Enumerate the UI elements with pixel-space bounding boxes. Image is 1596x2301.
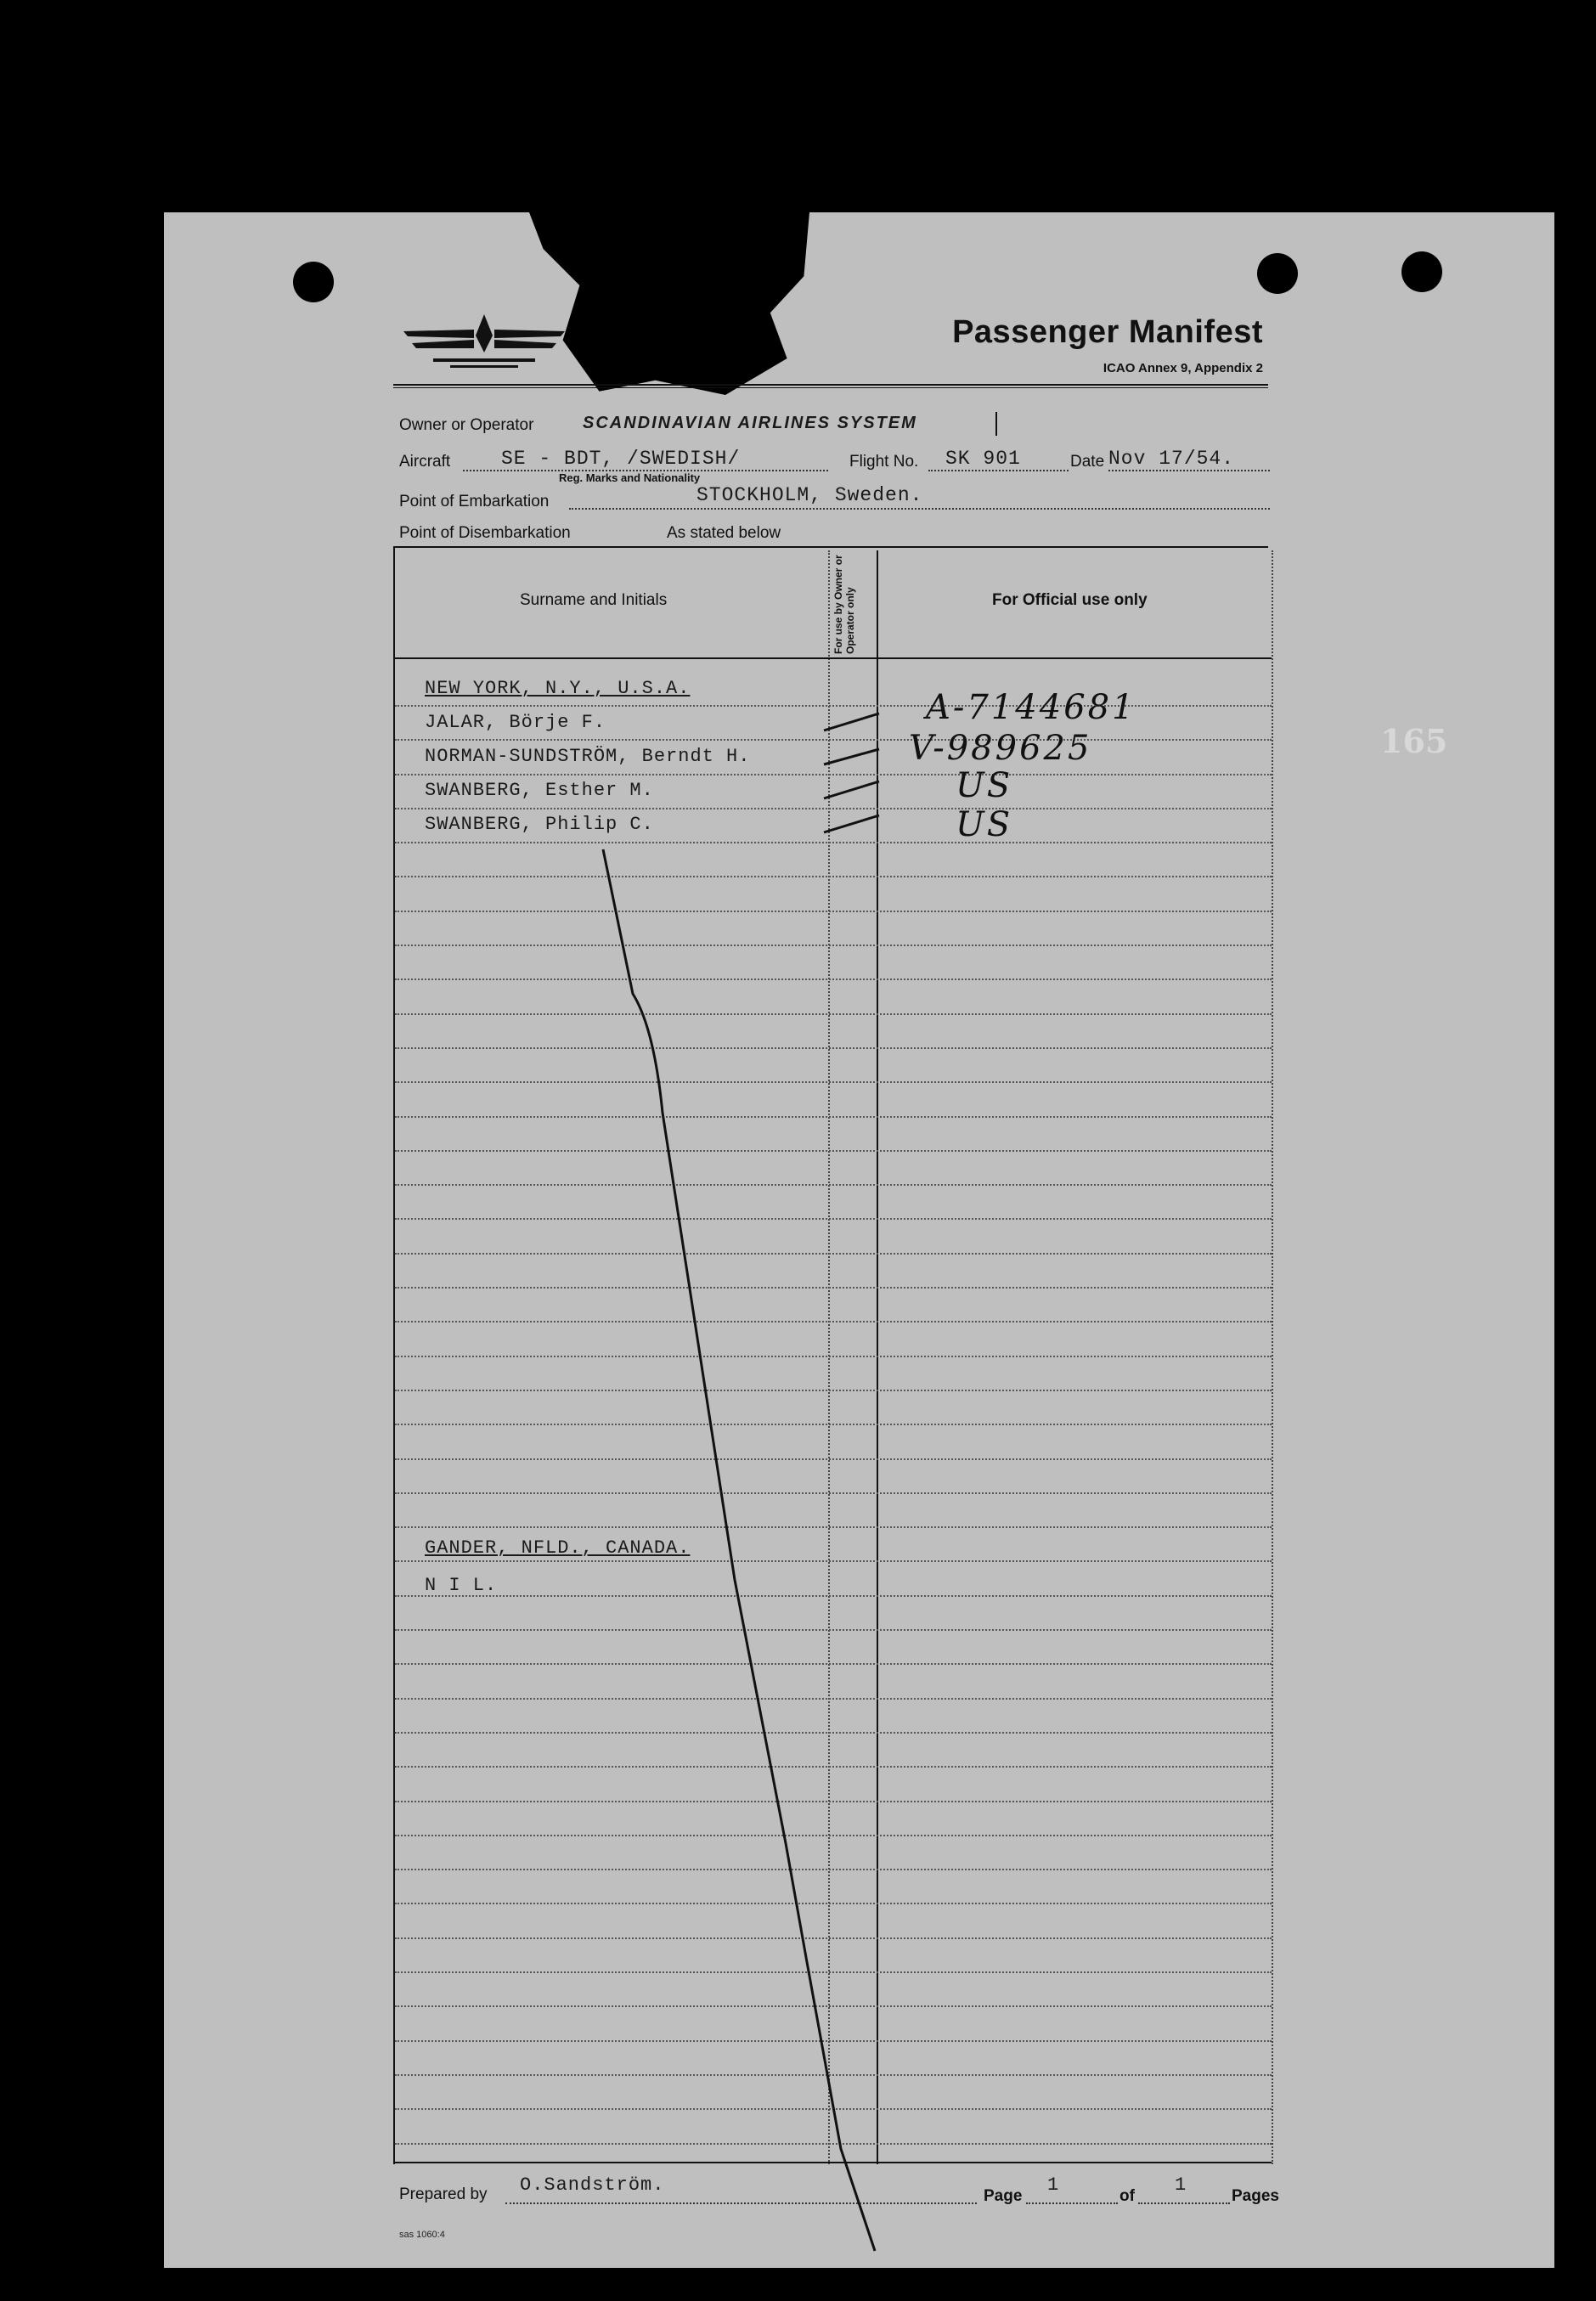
operator-column-header: For use by Owner or Operator only (832, 555, 856, 654)
embarkation-dotline (569, 508, 1270, 510)
passenger-row: JALAR, Börje F. (425, 712, 606, 733)
embarkation-label: Point of Embarkation (399, 493, 550, 510)
official-entry: A-7144681 (926, 688, 1136, 727)
prepared-by-label: Prepared by (399, 2185, 488, 2203)
aircraft-value: SE - BDT, /SWEDISH/ (501, 448, 741, 470)
table-right-border (1272, 550, 1273, 2164)
embarkation-value: STOCKHOLM, Sweden. (696, 484, 923, 506)
passenger-row: NORMAN-SUNDSTRÖM, Berndt H. (425, 746, 751, 767)
header-rule (393, 384, 1268, 386)
owner-tick-mark (995, 412, 997, 436)
surname-column-header: Surname and Initials (520, 591, 668, 609)
official-column-header: For Official use only (992, 591, 1148, 609)
passenger-row: SWANBERG, Philip C. (425, 814, 654, 835)
official-entry: US (956, 766, 1013, 805)
of-value: 1 (1175, 2174, 1187, 2196)
date-dotline (1108, 470, 1270, 471)
manifest-subtitle: ICAO Annex 9, Appendix 2 (1103, 361, 1263, 375)
date-value: Nov 17/54. (1108, 448, 1235, 470)
footer-top-rule (393, 2162, 1272, 2163)
page-label: Page (984, 2187, 1023, 2205)
of-dotline (1138, 2202, 1230, 2204)
disembarkation-value: As stated below (667, 524, 781, 542)
punch-hole-right-1 (1257, 253, 1298, 294)
operator-check-marks (815, 697, 900, 858)
punch-hole-right-2 (1401, 251, 1442, 292)
flight-label: Flight No. (849, 453, 919, 471)
page-dotline (1026, 2202, 1118, 2204)
cancel-stroke-line (586, 841, 892, 2259)
official-entry: V-989625 (909, 729, 1092, 768)
aircraft-note: Reg. Marks and Nationality (559, 471, 701, 484)
official-entry: US (956, 805, 1013, 844)
of-label: of (1119, 2187, 1135, 2205)
owner-label: Owner or Operator (399, 416, 534, 434)
prepared-by-dotline (505, 2202, 977, 2204)
pages-label: Pages (1232, 2187, 1279, 2205)
margin-page-number: 165 (1380, 722, 1448, 760)
header-rule-lower (393, 387, 1268, 388)
fields-bottom-rule (393, 546, 1268, 548)
destination-heading: NEW YORK, N.Y., U.S.A. (425, 678, 691, 699)
punch-hole-left (293, 262, 334, 302)
manifest-title: Passenger Manifest (952, 314, 1263, 350)
flight-value: SK 901 (945, 448, 1021, 470)
flight-dotline (928, 470, 1069, 471)
aircraft-label: Aircraft (399, 453, 451, 471)
second-stop-heading: GANDER, NFLD., CANADA. (425, 1537, 691, 1559)
page-value: 1 (1047, 2174, 1060, 2196)
column-header-bottom-rule (393, 657, 1272, 659)
owner-value: SCANDINAVIAN AIRLINES SYSTEM (583, 414, 917, 432)
date-label: Date (1070, 453, 1105, 471)
disembarkation-label: Point of Disembarkation (399, 524, 571, 542)
prepared-by-value: O.Sandström. (520, 2174, 665, 2196)
form-code: sas 1060:4 (399, 2230, 445, 2240)
passenger-row: SWANBERG, Esther M. (425, 780, 654, 801)
airline-wings-logo-icon (399, 306, 569, 374)
second-stop-note: N I L. (425, 1575, 498, 1596)
